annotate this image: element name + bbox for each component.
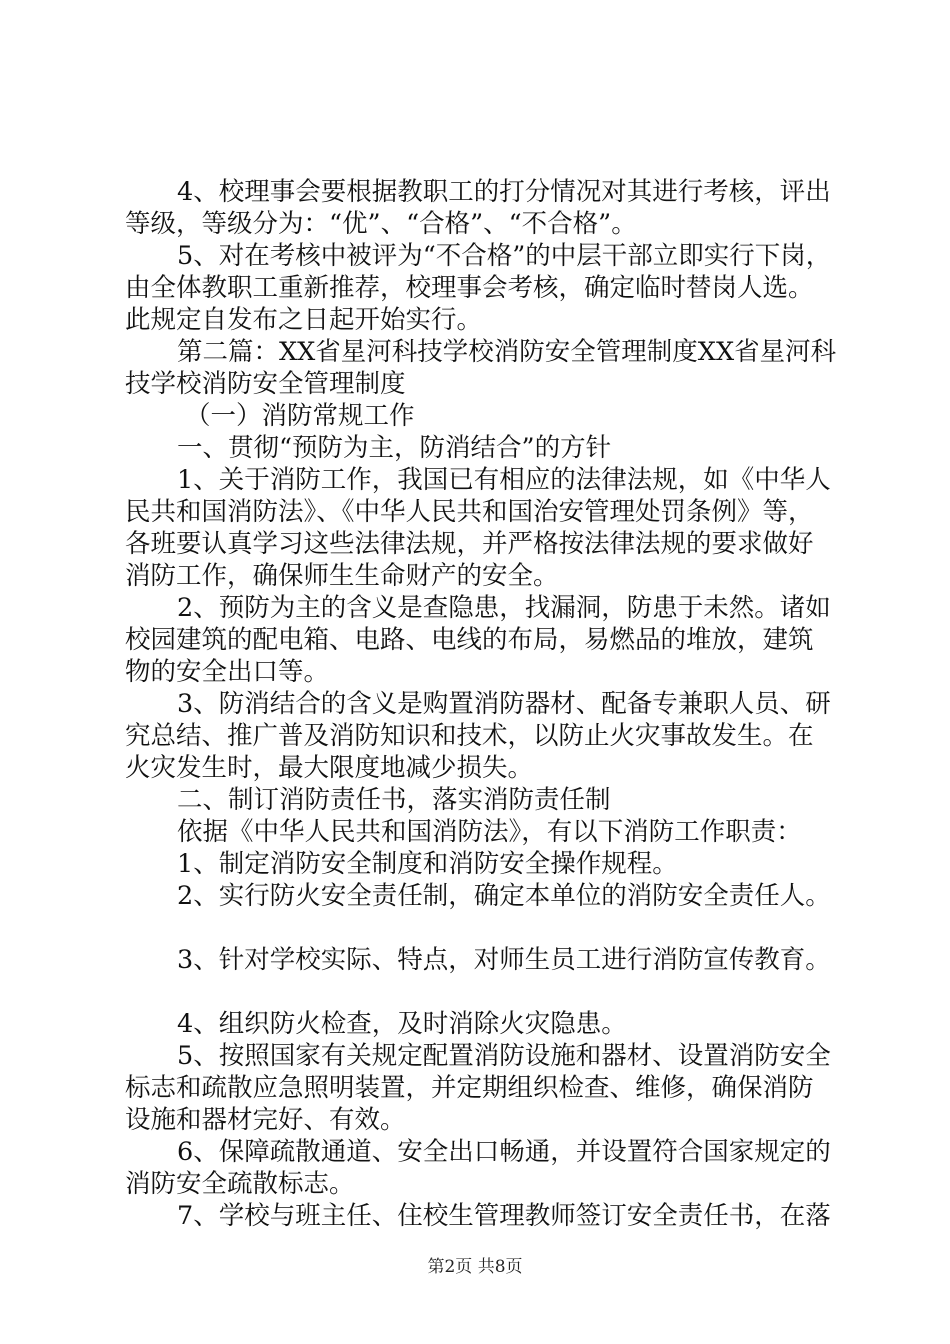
paragraph-line: 物的安全出口等。 xyxy=(125,657,330,687)
paragraph-line: 各班要认真学习这些法律法规，并严格按法律法规的要求做好 xyxy=(125,529,814,559)
paragraph-line: 究总结、推广普及消防知识和技术，以防止火灾事故发生。在 xyxy=(125,721,814,751)
list-item: 5、按照国家有关规定配置消防设施和器材、设置消防安全 xyxy=(177,1041,831,1071)
subsection-heading: 二、制订消防责任书，落实消防责任制 xyxy=(177,785,611,815)
subsection-heading: 一、贯彻“预防为主，防消结合”的方针 xyxy=(177,433,612,463)
paragraph-line: 民共和国消防法》、《中华人民共和国治安管理处罚条例》等， xyxy=(125,497,814,527)
paragraph-line: 等级，等级分为：“优”、“合格”、“不合格”。 xyxy=(125,209,637,239)
paragraph-line: 3、防消结合的含义是购置消防器材、配备专兼职人员、研 xyxy=(177,689,831,719)
paragraph-line: 校园建筑的配电箱、电路、电线的布局，易燃品的堆放，建筑 xyxy=(125,625,814,655)
list-item: 3、针对学校实际、特点，对师生员工进行消防宣传教育。 xyxy=(177,945,831,975)
paragraph-line: 依据《中华人民共和国消防法》，有以下消防工作职责： xyxy=(177,817,802,847)
paragraph-line: 5、对在考核中被评为“不合格”的中层干部立即实行下岗， xyxy=(177,241,832,271)
section-heading: 第二篇：XX省星河科技学校消防安全管理制度XX省星河科 xyxy=(177,337,837,367)
page-number-footer: 第2页 共8页 xyxy=(427,1257,523,1277)
list-item: 1、制定消防安全制度和消防安全操作规程。 xyxy=(177,849,678,879)
paragraph-line: 2、预防为主的含义是查隐患，找漏洞，防患于未然。诸如 xyxy=(177,593,831,623)
paragraph-line: 消防工作，确保师生生命财产的安全。 xyxy=(125,561,559,591)
paragraph-line: 标志和疏散应急照明装置，并定期组织检查、维修，确保消防 xyxy=(125,1073,814,1103)
list-item: 2、实行防火安全责任制，确定本单位的消防安全责任人。 xyxy=(177,881,831,911)
paragraph-line: 设施和器材完好、有效。 xyxy=(125,1105,406,1135)
list-item: 4、组织防火检查，及时消除火灾隐患。 xyxy=(177,1009,627,1039)
section-heading: 技学校消防安全管理制度 xyxy=(125,369,406,399)
blank-line xyxy=(125,912,830,944)
paragraph-line: 火灾发生时，最大限度地减少损失。 xyxy=(125,753,534,783)
paragraph-line: 1、关于消防工作，我国已有相应的法律法规，如《中华人 xyxy=(177,465,831,495)
document-body xyxy=(125,176,837,1232)
list-item: 7、学校与班主任、住校生管理教师签订安全责任书，在落 xyxy=(177,1201,831,1231)
list-item: 6、保障疏散通道、安全出口畅通，并设置符合国家规定的 xyxy=(177,1137,831,1167)
blank-line xyxy=(125,976,830,1008)
paragraph-line: 4、校理事会要根据教职工的打分情况对其进行考核，评出 xyxy=(177,177,831,207)
paragraph-line: 消防安全疏散标志。 xyxy=(125,1169,355,1199)
paragraph-line: 由全体教职工重新推荐，校理事会考核，确定临时替岗人选。 xyxy=(125,273,814,303)
paragraph-line: 此规定自发布之日起开始实行。 xyxy=(125,305,483,335)
subsection-heading: （一）消防常规工作 xyxy=(185,401,415,431)
